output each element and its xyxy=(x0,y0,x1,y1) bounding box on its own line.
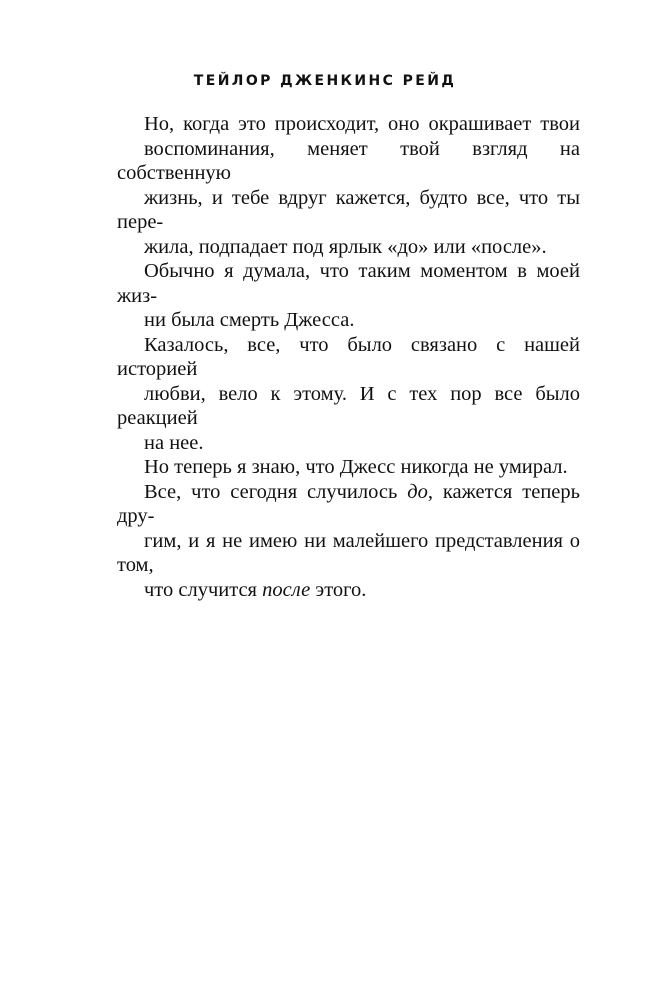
paragraph-4 xyxy=(117,455,580,480)
text-line: Обычно я думала, что таким моментом в моей жиз- xyxy=(117,260,580,307)
body-text xyxy=(117,112,580,602)
paragraph-3 xyxy=(117,333,580,456)
text-line: ни была смерть Джесса. xyxy=(144,309,355,331)
text-fragment: Все, что сегодня случилось xyxy=(144,480,408,503)
text-fragment: что случится xyxy=(144,578,263,601)
text-line: Но теперь я знаю, что Джесс никогда не умирал. xyxy=(144,456,568,478)
paragraph-2 xyxy=(117,259,580,333)
text-line: на нее. xyxy=(144,431,204,454)
italic-emphasis: после xyxy=(262,578,311,601)
text-fragment: этого. xyxy=(310,578,367,601)
text-line: воспоминания, меняет твой взгляд на собственную xyxy=(117,137,580,184)
paragraph-5 xyxy=(117,480,580,603)
italic-emphasis: до xyxy=(407,480,428,503)
text-fragment: , кажется теперь дру- xyxy=(117,480,580,527)
text-line: Казалось, все, что было связано с нашей историей xyxy=(117,333,580,380)
running-head-author: ТЕЙЛОР ДЖЕНКИНС РЕЙД xyxy=(193,73,457,89)
text-line xyxy=(117,480,580,529)
text-line: Но, когда это происходит, оно окрашивает твои xyxy=(144,113,580,135)
text-line: гим, и я не имею ни малейшего представления о том, xyxy=(117,529,580,576)
text-line: жизнь, и тебе вдруг кажется, будто все, что ты пере- xyxy=(117,186,580,233)
paragraph-1 xyxy=(117,112,580,259)
text-line: жила, подпадает под ярлык «до» или «после». xyxy=(144,235,547,258)
text-line xyxy=(117,578,580,603)
text-line: любви, вело к этому. И с тех пор все было реакцией xyxy=(117,382,580,429)
